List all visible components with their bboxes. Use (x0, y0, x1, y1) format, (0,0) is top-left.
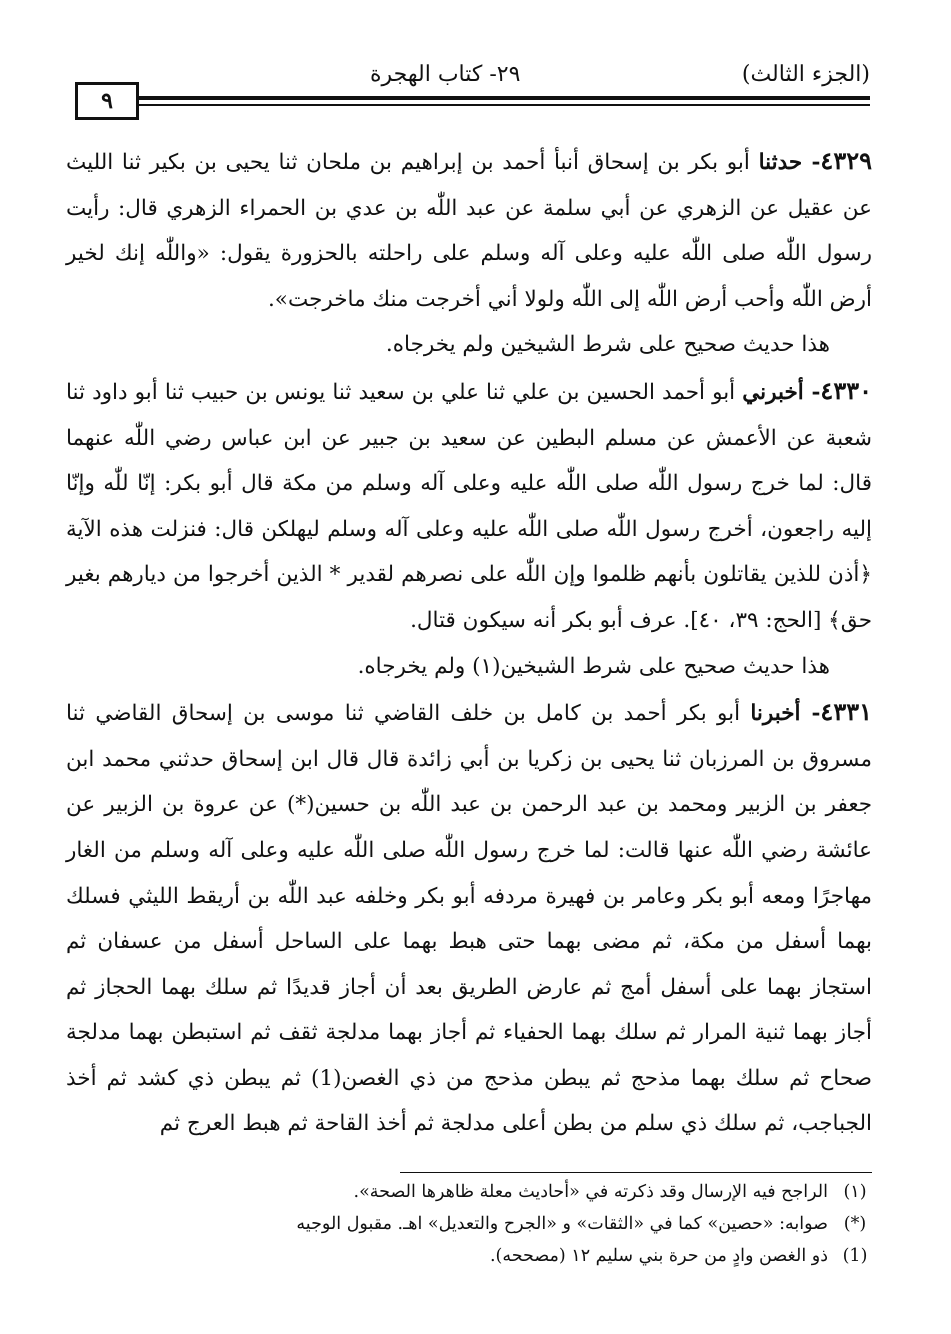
hadith-verdict: هذا حديث صحيح على شرط الشيخين(١) ولم يخرجاه. (357, 653, 830, 679)
footnote-text: صوابه: «حصين» كما في «الثقات» و «الجرح والتعديل» اهـ. مقبول الوجيه (296, 1214, 828, 1234)
footnote-text: الراجح فيه الإرسال وقد ذكرته في «أحاديث معلة ظاهرها الصحة». (353, 1182, 828, 1202)
narration-keyword: حدثنا (758, 150, 803, 175)
header-rule-thick (136, 96, 870, 100)
main-text (66, 138, 872, 1147)
hadith-verdict: هذا حديث صحيح على شرط الشيخين ولم يخرجاه. (385, 332, 830, 358)
footnote-mark: (١) (843, 1182, 867, 1202)
narration-keyword: أخبرني (742, 379, 804, 405)
volume-title: (الجزء الثالث) (741, 62, 870, 87)
hadith-text: أبو بكر بن إسحاق أنبأ أحمد بن إبراهيم بن ملحان ثنا يحيى بن بكير ثنا الليث عن عقيل عن الزهري عن أبي سلمة عن عبد اللّٰه بن عدي بن الحمراء الزهري قال: رأيت رسول اللّٰه صلى اللّٰه عليه وعلى آله وسلم على راحلته بالحزورة يقول: «واللّٰه إنك لخير أرض اللّٰه وأحب أرض اللّٰه إلى اللّٰه ولولا أني أخرجت منك ماخرجت». (66, 150, 872, 312)
hadith-text: أبو بكر أحمد بن كامل بن خلف القاضي ثنا موسى بن إسحاق القاضي ثنا مسروق بن المرزبان ثنا يحيى بن زكريا بن أبي زائدة قال قال ابن إسحاق حدثني محمد ابن جعفر بن الزبير ومحمد بن عبد الرحمن بن عبد اللّٰه بن حسين(*) عن عروة بن الزبير عن عائشة رضي اللّٰه عنها قالت: لما خرج رسول اللّٰه صلى اللّٰه عليه وعلى آله وسلم من الغار مهاجرًا ومعه أبو بكر وعامر بن فهيرة مردفه أبو بكر وخلفه عبد اللّٰه بن أريقط الليثي فسلك بهما أسفل من مكة، ثم مضى بهما حتى هبط بهما على الساحل أسفل من عسفان ثم استجاز بهما على أسفل أمج ثم عارض الطريق بعد أن أجاز قديدًا ثم سلك بهما الحجاز ثم أجاز بهما ثنية المرار ثم سلك بهما الحفياء ثم أجاز بهما مدلجة ثقف ثم استبطن بهما مدلجة صحاح ثم سلك بهما مذحج ثم يبطن مذحج من ذي الغصن(1) ثم يبطن ذي كشد ثم أخذ الجباجب، ثم سلك ذي سلم من بطن أعلى مدلجة ثم أخذ القاحة ثم هبط العرج ثم (66, 701, 872, 1137)
footnote (180, 1176, 872, 1208)
hadith-text: أبو أحمد الحسين بن علي ثنا علي بن سعيد ثنا يونس بن حبيب ثنا أبو داود ثنا شعبة عن الأعمش عن مسلم البطين عن سعيد بن جبير عن ابن عباس رضي اللّٰه عنهما قال: لما خرج رسول اللّٰه صلى اللّٰه عليه وعلى آله وسلم من مكة قال أبو بكر: إنّا للّٰه وإنّا إليه راجعون، أخرج رسول اللّٰه صلى اللّٰه عليه وعلى آله وسلم ليهلكن قال: فنزلت هذه الآية ﴿أذن للذين يقاتلون بأنهم ظلموا وإن اللّٰه على نصرهم لقدير * الذين أخرجوا من ديارهم بغير حق﴾ [الحج: ٣٩، ٤٠]. عرف أبو بكر أنه سيكون قتال. (66, 379, 872, 633)
hadith-paragraph: ٤٣٢٩- حدثنا أبو بكر بن إسحاق أنبأ أحمد بن إبراهيم بن ملحان ثنا يحيى بن بكير ثنا الليث عن عقيل عن الزهري عن أبي سلمة عن عبد اللّٰه بن عدي بن الحمراء الزهري قال: رأيت رسول اللّٰه صلى اللّٰه عليه وعلى آله وسلم على راحلته بالحزورة يقول: «واللّٰه إنك لخير أرض اللّٰه وأحب أرض اللّٰه إلى اللّٰه ولولا أني أخرجت منك ماخرجت». (66, 146, 872, 312)
header-rule-thin (136, 104, 870, 106)
page-header (70, 62, 870, 122)
hadith-number: ٤٣٣١ (820, 697, 872, 727)
hadith-number: ٤٣٢٩ (820, 146, 872, 175)
hadith-number: ٤٣٣٠ (820, 375, 872, 405)
footnote (180, 1240, 872, 1272)
hadith-paragraph: ٤٣٣١- أخبرنا أبو بكر أحمد بن كامل بن خلف القاضي ثنا موسى بن إسحاق القاضي ثنا مسروق بن المرزبان ثنا يحيى بن زكريا بن أبي زائدة قال قال ابن إسحاق حدثني محمد ابن جعفر بن الزبير ومحمد بن عبد الرحمن بن عبد اللّٰه بن حسين(*) عن عروة بن الزبير عن عائشة رضي اللّٰه عنها قالت: لما خرج رسول اللّٰه صلى اللّٰه عليه وعلى آله وسلم من الغار مهاجرًا ومعه أبو بكر وعامر بن فهيرة مردفه أبو بكر وخلفه عبد اللّٰه بن أريقط الليثي فسلك بهما أسفل من مكة، ثم مضى بهما حتى هبط بهما على الساحل أسفل من عسفان ثم استجاز بهما على أسفل أمج ثم عارض الطريق بعد أن أجاز قديدًا ثم سلك بهما الحجاز ثم أجاز بهما ثنية المرار ثم سلك بهما الحفياء ثم أجاز بهما مدلجة ثقف ثم استبطن بهما مدلجة صحاح ثم سلك بهما مذحج ثم يبطن مذحج من ذي الغصن(1) ثم يبطن ذي كشد ثم أخذ الجباجب، ثم سلك ذي سلم من بطن أعلى مدلجة ثم أخذ القاحة ثم هبط العرج ثم (66, 697, 872, 1137)
narration-keyword: أخبرنا (750, 701, 801, 727)
page-number: ٩ (75, 82, 139, 120)
footnote-separator (400, 1172, 872, 1173)
footnote (180, 1208, 872, 1240)
chapter-title: ٢٩- كتاب الهجرة (370, 62, 521, 87)
footnote-mark: (*) (843, 1214, 867, 1234)
footnote-mark: (1) (842, 1246, 868, 1266)
footnote-text: ذو الغصن وادٍ من حرة بني سليم ١٢ (مصححه). (489, 1246, 828, 1266)
footnotes (180, 1176, 872, 1272)
hadith-paragraph: ٤٣٣٠- أخبرني أبو أحمد الحسين بن علي ثنا علي بن سعيد ثنا يونس بن حبيب ثنا أبو داود ثنا شعبة عن الأعمش عن مسلم البطين عن سعيد بن جبير عن ابن عباس رضي اللّٰه عنهما قال: لما خرج رسول اللّٰه صلى اللّٰه عليه وعلى آله وسلم من مكة قال أبو بكر: إنّا للّٰه وإنّا إليه راجعون، أخرج رسول اللّٰه صلى اللّٰه عليه وعلى آله وسلم ليهلكن قال: فنزلت هذه الآية ﴿أذن للذين يقاتلون بأنهم ظلموا وإن اللّٰه على نصرهم لقدير * الذين أخرجوا من ديارهم بغير حق﴾ [الحج: ٣٩، ٤٠]. عرف أبو بكر أنه سيكون قتال. (66, 375, 872, 633)
